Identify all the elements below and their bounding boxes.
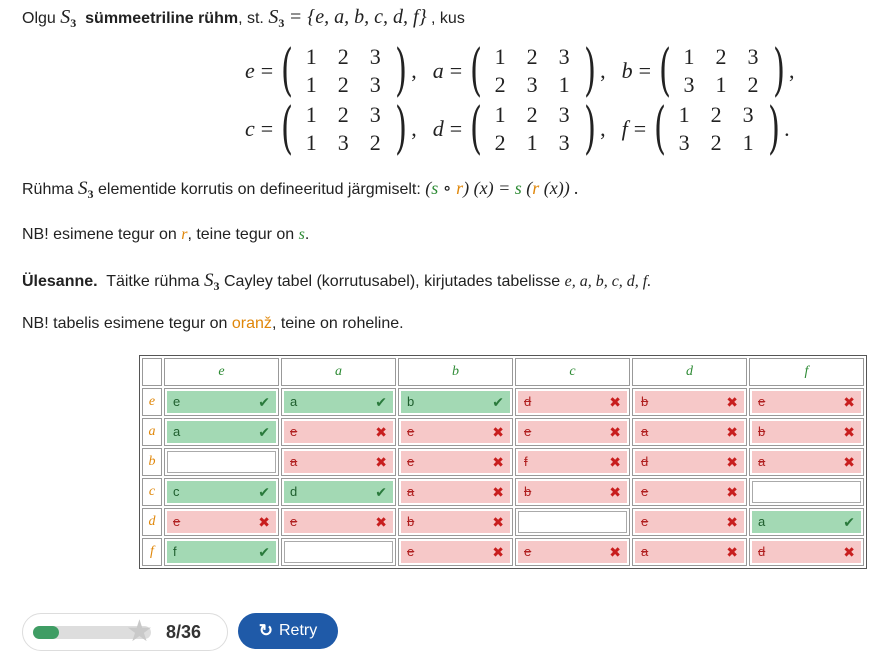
answer-value: c <box>173 484 180 499</box>
answer-value: d <box>524 394 532 409</box>
answer-value: a <box>641 424 649 439</box>
answer-input[interactable] <box>635 541 744 563</box>
answer-value: e <box>641 484 649 499</box>
answer-value: a <box>758 514 766 529</box>
answer-input[interactable] <box>752 511 861 533</box>
progress-fill <box>33 626 59 639</box>
answer-input[interactable] <box>167 481 276 503</box>
permutation-a: a = ( 1 2 3 2 3 1 ) , <box>432 38 606 103</box>
answer-input[interactable] <box>401 391 510 413</box>
answer-input[interactable] <box>752 541 861 563</box>
intro-suffix: , kus <box>431 10 465 27</box>
table-row <box>142 448 864 476</box>
permutation-b: b = ( 1 2 3 3 1 2 ) , <box>621 38 795 103</box>
cayley-table <box>139 355 867 569</box>
retry-button[interactable] <box>238 613 338 649</box>
cross-icon: ✖ <box>726 454 738 470</box>
table-cell <box>632 538 747 566</box>
answer-value: f <box>173 544 177 559</box>
permutation-e: e = ( 1 2 3 1 2 3 ) , <box>245 38 417 103</box>
column-header: a <box>281 358 396 386</box>
table-cell <box>281 508 396 536</box>
table-cell <box>632 418 747 446</box>
answer-value: e <box>173 514 181 529</box>
table-cell <box>515 538 630 566</box>
cross-icon: ✖ <box>258 514 270 530</box>
table-row <box>142 538 864 566</box>
answer-input[interactable] <box>284 541 393 563</box>
group-symbol-2: $S_3$ <box>268 6 285 30</box>
cross-icon: ✖ <box>492 544 504 560</box>
table-cell <box>281 478 396 506</box>
table-corner <box>142 358 162 386</box>
table-cell <box>632 478 747 506</box>
answer-input[interactable] <box>167 421 276 443</box>
answer-input[interactable] <box>518 421 627 443</box>
answer-value: e <box>290 424 298 439</box>
answer-input[interactable] <box>635 391 744 413</box>
table-cell <box>515 478 630 506</box>
answer-input[interactable] <box>518 451 627 473</box>
check-icon: ✔ <box>258 424 270 440</box>
permutation-f: f = ( 1 2 3 3 2 1 ) . <box>621 96 790 161</box>
answer-value: d <box>641 454 649 469</box>
check-icon: ✔ <box>258 544 270 560</box>
column-header: c <box>515 358 630 386</box>
table-cell <box>749 388 864 416</box>
cross-icon: ✖ <box>492 484 504 500</box>
cross-icon: ✖ <box>843 454 855 470</box>
table-cell <box>515 418 630 446</box>
check-icon: ✔ <box>843 514 855 530</box>
answer-input[interactable] <box>167 541 276 563</box>
answer-input[interactable] <box>401 511 510 533</box>
cross-icon: ✖ <box>609 424 621 440</box>
row-header: e <box>142 388 162 416</box>
permutation-row-2 <box>245 96 806 161</box>
answer-value: e <box>407 544 415 559</box>
table-row <box>142 508 864 536</box>
cross-icon: ✖ <box>843 394 855 410</box>
table-cell <box>632 448 747 476</box>
table-cell <box>398 478 513 506</box>
row-header: a <box>142 418 162 446</box>
answer-input[interactable] <box>284 451 393 473</box>
check-icon: ✔ <box>258 484 270 500</box>
intro-bold: sümmeetriline rühm <box>85 10 239 27</box>
intro-prefix: Olgu <box>22 10 56 27</box>
answer-value: d <box>290 484 298 499</box>
answer-input[interactable] <box>518 541 627 563</box>
table-cell <box>164 418 279 446</box>
retry-label: Retry <box>279 622 318 639</box>
answer-value: b <box>407 514 415 529</box>
row-header: c <box>142 478 162 506</box>
cross-icon: ✖ <box>609 394 621 410</box>
answer-input[interactable] <box>401 451 510 473</box>
refresh-icon: ↻ <box>258 621 273 640</box>
answer-input[interactable] <box>635 421 744 443</box>
group-symbol-4: $S_3$ <box>204 270 220 293</box>
cross-icon: ✖ <box>492 454 504 470</box>
column-header: e <box>164 358 279 386</box>
table-cell <box>749 538 864 566</box>
table-cell <box>281 538 396 566</box>
table-cell <box>164 538 279 566</box>
answer-input[interactable] <box>635 481 744 503</box>
answer-value: b <box>758 424 766 439</box>
answer-input[interactable] <box>752 391 861 413</box>
answer-value: b <box>407 394 415 409</box>
cross-icon: ✖ <box>726 484 738 500</box>
cross-icon: ✖ <box>609 484 621 500</box>
answer-input[interactable] <box>401 481 510 503</box>
cross-icon: ✖ <box>492 514 504 530</box>
answer-value: e <box>173 394 181 409</box>
composition-formula: (s ∘ r) (x) = s (r (x)) . <box>425 178 579 198</box>
intro-st: , st. <box>238 10 264 27</box>
answer-input[interactable] <box>284 481 393 503</box>
table-cell <box>164 388 279 416</box>
table-cell <box>398 388 513 416</box>
task-label: Ülesanne. <box>22 273 98 290</box>
cross-icon: ✖ <box>843 544 855 560</box>
row-header: d <box>142 508 162 536</box>
score-text: 8/36 <box>166 622 202 642</box>
answer-input[interactable] <box>401 421 510 443</box>
answer-value: a <box>641 544 649 559</box>
check-icon: ✔ <box>492 394 504 410</box>
answer-input[interactable] <box>635 511 744 533</box>
answer-value: a <box>407 484 415 499</box>
star-icon: ★ <box>126 615 153 648</box>
table-cell <box>398 538 513 566</box>
table-cell <box>632 388 747 416</box>
cross-icon: ✖ <box>726 424 738 440</box>
answer-input[interactable] <box>284 511 393 533</box>
cross-icon: ✖ <box>726 394 738 410</box>
column-header: d <box>632 358 747 386</box>
group-symbol: $S_3$ <box>60 6 77 30</box>
answer-input[interactable] <box>752 421 861 443</box>
answer-input[interactable] <box>518 511 627 533</box>
permutation-definitions <box>245 38 805 162</box>
answer-value: a <box>290 454 298 469</box>
check-icon: ✔ <box>375 484 387 500</box>
table-header-row <box>142 358 864 386</box>
answer-value: a <box>173 424 181 439</box>
permutation-c: c = ( 1 2 3 1 3 2 ) , <box>245 96 417 161</box>
answer-value: e <box>290 514 298 529</box>
answer-input[interactable] <box>752 481 861 503</box>
cross-icon: ✖ <box>492 424 504 440</box>
answer-value: b <box>641 394 649 409</box>
table-cell <box>398 448 513 476</box>
table-cell <box>515 388 630 416</box>
answer-value: e <box>524 544 532 559</box>
column-header: b <box>398 358 513 386</box>
cross-icon: ✖ <box>375 454 387 470</box>
table-cell <box>632 508 747 536</box>
note-table-order: NB! tabelis esimene tegur on oranž, teine on roheline. <box>22 315 404 332</box>
answer-input[interactable] <box>284 391 393 413</box>
set-expression: = {e, a, b, c, d, f} <box>288 6 427 28</box>
table-cell <box>164 448 279 476</box>
cross-icon: ✖ <box>609 454 621 470</box>
answer-value: b <box>524 484 532 499</box>
permutation-d: d = ( 1 2 3 2 1 3 ) , <box>432 96 606 161</box>
answer-input[interactable] <box>401 541 510 563</box>
task-statement: Ülesanne. Täitke rühma $S_3$ Cayley tabel (korrutusabel), kirjutades tabelisse e, a, b, c, d, f. <box>22 270 652 293</box>
table-cell <box>281 418 396 446</box>
cross-icon: ✖ <box>726 544 738 560</box>
table-cell <box>749 508 864 536</box>
table-cell <box>398 508 513 536</box>
answer-value: e <box>758 394 766 409</box>
answer-value: a <box>758 454 766 469</box>
table-cell <box>164 508 279 536</box>
column-header: f <box>749 358 864 386</box>
table-cell <box>281 448 396 476</box>
answer-value: e <box>407 424 415 439</box>
answer-input[interactable] <box>518 481 627 503</box>
intro-line <box>22 6 465 31</box>
answer-input[interactable] <box>167 391 276 413</box>
table-row <box>142 478 864 506</box>
cross-icon: ✖ <box>609 544 621 560</box>
row-header: f <box>142 538 162 566</box>
cross-icon: ✖ <box>375 424 387 440</box>
check-icon: ✔ <box>258 394 270 410</box>
table-cell <box>749 418 864 446</box>
table-cell <box>749 448 864 476</box>
permutation-row-1 <box>245 38 811 103</box>
cross-icon: ✖ <box>843 424 855 440</box>
progress-indicator <box>22 613 228 651</box>
product-definition: Rühma $S_3$ elementide korrutis on defineeritud järgmiselt: (s ∘ r) (x) = s (r (x)) . <box>22 178 579 201</box>
answer-value: e <box>641 514 649 529</box>
group-symbol-3: $S_3$ <box>78 178 94 201</box>
answer-value: d <box>758 544 766 559</box>
answer-input[interactable] <box>635 451 744 473</box>
answer-value: e <box>407 454 415 469</box>
table-cell <box>164 478 279 506</box>
answer-input[interactable] <box>167 511 276 533</box>
note-factor-order: NB! esimene tegur on r, teine tegur on s. <box>22 226 310 243</box>
table-cell <box>515 448 630 476</box>
answer-input[interactable] <box>752 451 861 473</box>
answer-input[interactable] <box>167 451 276 473</box>
table-row <box>142 388 864 416</box>
table-row <box>142 418 864 446</box>
answer-value: f <box>524 454 528 469</box>
check-icon: ✔ <box>375 394 387 410</box>
cross-icon: ✖ <box>726 514 738 530</box>
table-cell <box>398 418 513 446</box>
table-cell <box>281 388 396 416</box>
table-cell <box>749 478 864 506</box>
answer-input[interactable] <box>284 421 393 443</box>
cross-icon: ✖ <box>375 514 387 530</box>
answer-value: e <box>524 424 532 439</box>
answer-input[interactable] <box>518 391 627 413</box>
table-cell <box>515 508 630 536</box>
answer-value: a <box>290 394 298 409</box>
row-header: b <box>142 448 162 476</box>
